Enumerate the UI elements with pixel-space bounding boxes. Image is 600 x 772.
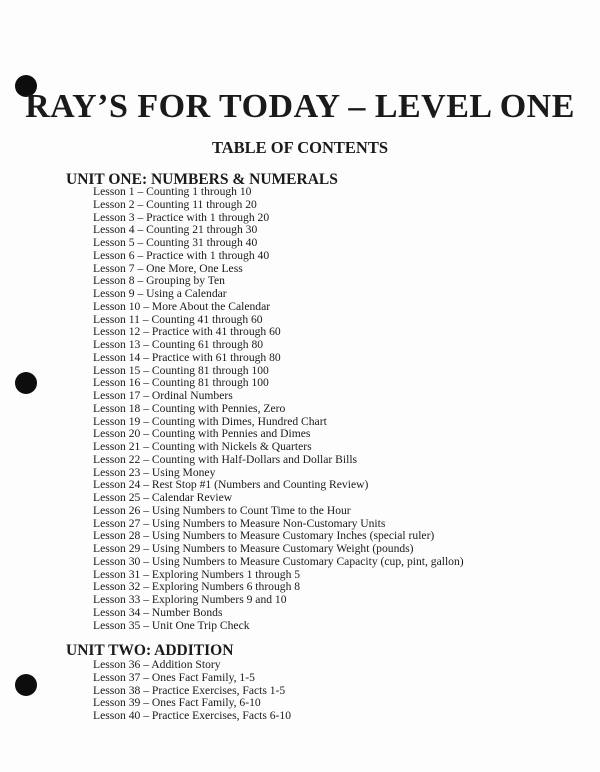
lesson-item: Lesson 16 – Counting 81 through 100 <box>93 376 269 390</box>
lesson-item: Lesson 36 – Addition Story <box>93 658 221 671</box>
lesson-item: Lesson 26 – Using Numbers to Count Time to the Hour <box>93 503 351 517</box>
lesson-item: Lesson 35 – Unit One Trip Check <box>93 618 250 632</box>
lesson-item: Lesson 29 – Using Numbers to Measure Customary Weight (pounds) <box>93 542 414 555</box>
lesson-item: Lesson 1 – Counting 1 through 10 <box>93 185 252 198</box>
lesson-item: Lesson 25 – Calendar Review <box>93 491 233 504</box>
lesson-item: Lesson 38 – Practice Exercises, Facts 1-5 <box>93 683 286 697</box>
lesson-item: Lesson 19 – Counting with Dimes, Hundred Chart <box>93 414 327 428</box>
lesson-item: Lesson 17 – Ordinal Numbers <box>93 389 233 402</box>
lesson-item: Lesson 31 – Exploring Numbers 1 through 5 <box>93 567 301 581</box>
lesson-item: Lesson 18 – Counting with Pennies, Zero <box>93 401 286 415</box>
lesson-item: Lesson 40 – Practice Exercises, Facts 6-10 <box>93 709 292 722</box>
lesson-item: Lesson 20 – Counting with Pennies and Dimes <box>93 427 311 441</box>
lesson-item: Lesson 37 – Ones Fact Family, 1-5 <box>93 670 255 684</box>
lesson-item: Lesson 9 – Using a Calendar <box>93 287 227 300</box>
lesson-item: Lesson 10 – More About the Calendar <box>93 299 271 313</box>
lesson-item: Lesson 2 – Counting 11 through 20 <box>93 197 257 211</box>
lesson-item: Lesson 5 – Counting 31 through 40 <box>93 236 258 249</box>
lesson-item: Lesson 8 – Grouping by Ten <box>93 274 225 288</box>
lesson-item: Lesson 15 – Counting 81 through 100 <box>93 363 269 377</box>
lesson-item: Lesson 32 – Exploring Numbers 6 through 8 <box>93 580 301 594</box>
lesson-item: Lesson 30 – Using Numbers to Measure Customary Capacity (cup, pint, gallon) <box>93 554 464 568</box>
lesson-item: Lesson 39 – Ones Fact Family, 6-10 <box>93 696 261 710</box>
lesson-item: Lesson 11 – Counting 41 through 60 <box>93 312 263 326</box>
lesson-item: Lesson 21 – Counting with Nickels & Quarters <box>93 440 312 453</box>
page-title: RAY’S FOR TODAY – LEVEL ONE <box>25 88 575 125</box>
unit-one-lesson-list <box>93 186 464 632</box>
lesson-item: Lesson 27 – Using Numbers to Measure Non-Customary Units <box>93 516 386 530</box>
page-subtitle: TABLE OF CONTENTS <box>211 138 389 157</box>
lesson-item: Lesson 6 – Practice with 1 through 40 <box>93 248 270 262</box>
lesson-item: Lesson 12 – Practice with 41 through 60 <box>93 325 281 339</box>
lesson-item: Lesson 34 – Number Bonds <box>93 605 223 619</box>
binder-hole-bottom <box>15 674 37 696</box>
lesson-item: Lesson 33 – Exploring Numbers 9 and 10 <box>93 593 287 606</box>
unit-two-lesson-list <box>93 659 291 723</box>
lesson-item: Lesson 28 – Using Numbers to Measure Customary Inches (special ruler) <box>93 529 435 543</box>
lesson-item: Lesson 13 – Counting 61 through 80 <box>93 338 264 351</box>
lesson-item: Lesson 24 – Rest Stop #1 (Numbers and Counting Review) <box>93 478 369 492</box>
unit-two-heading: UNIT TWO: ADDITION <box>66 642 234 659</box>
lesson-item: Lesson 23 – Using Money <box>93 465 216 479</box>
binder-hole-middle <box>15 372 37 394</box>
unit-one-heading: UNIT ONE: NUMBERS & NUMERALS <box>66 171 338 188</box>
lesson-item: Lesson 3 – Practice with 1 through 20 <box>93 210 270 224</box>
lesson-item: Lesson 22 – Counting with Half-Dollars and Dollar Bills <box>93 452 358 466</box>
lesson-item: Lesson 14 – Practice with 61 through 80 <box>93 350 281 364</box>
lesson-item: Lesson 4 – Counting 21 through 30 <box>93 223 258 237</box>
lesson-item: Lesson 7 – One More, One Less <box>93 261 243 275</box>
